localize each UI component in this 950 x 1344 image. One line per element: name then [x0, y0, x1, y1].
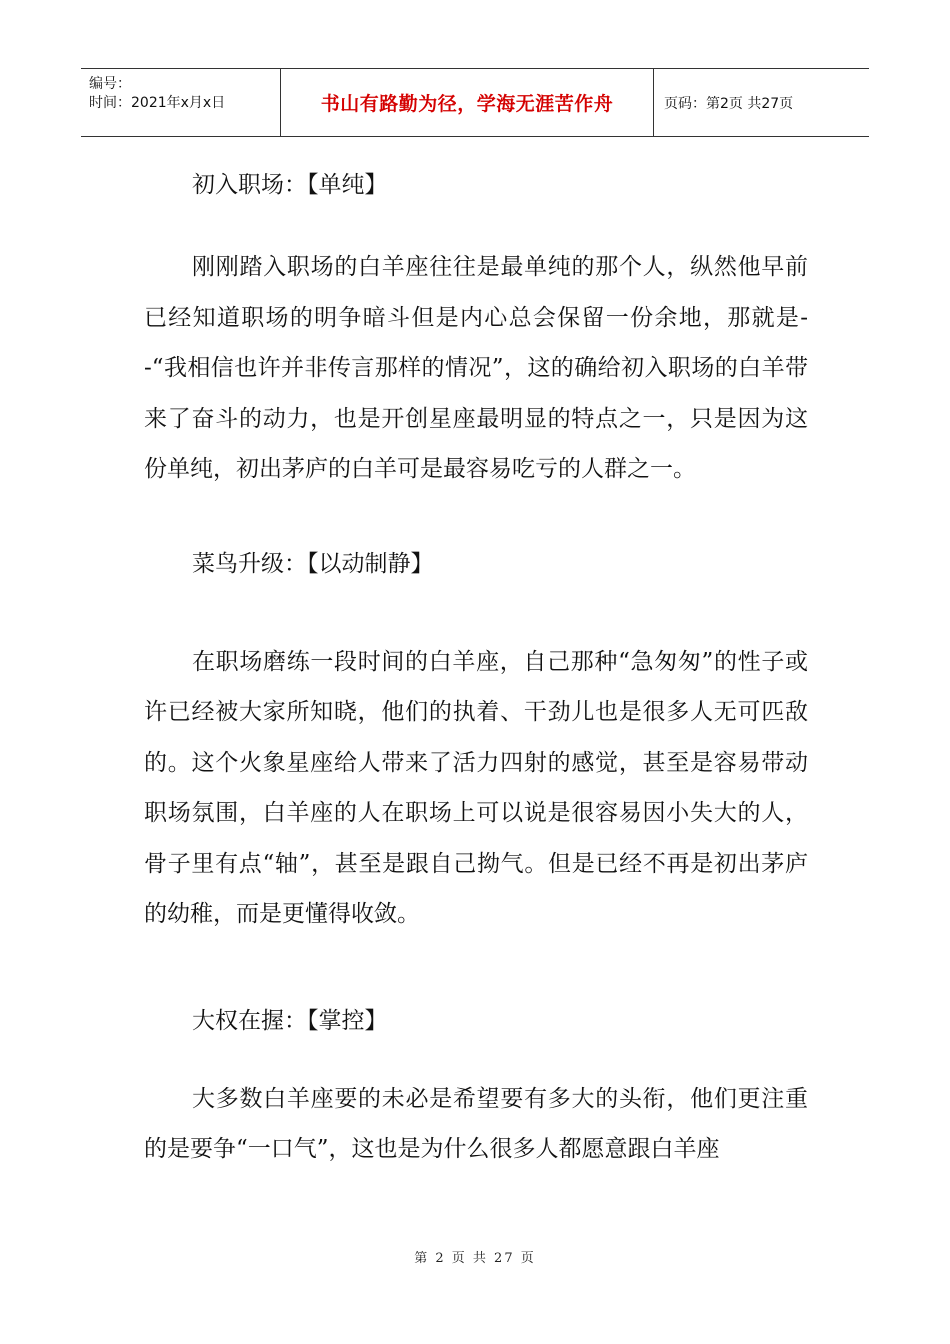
section-heading-1: 初入职场：【单纯】	[192, 172, 388, 198]
section-paragraph-1: 刚刚踏入职场的白羊座往往是最单纯的那个人，纵然他早前已经知道职场的明争暗斗但是内心总会保留一份余地，那就是--“我相信也许并非传言那样的情况”，这的确给初入职场的白羊带来了奋斗的动力，也是开创星座最明显的特点之一，只是因为这份单纯，初出茅庐的白羊可是最容易吃亏的人群之一。	[144, 254, 808, 482]
page-header	[81, 68, 869, 137]
header-motto-cell	[281, 69, 654, 136]
header-meta-cell	[81, 69, 281, 136]
time-label: 时间：2021年x月x日	[89, 95, 226, 111]
motto-text: 书山有路勤为径，学海无涯苦作舟	[320, 93, 614, 115]
page-footer: 第 2 页 共 27 页	[414, 1251, 536, 1266]
section-heading-2: 菜鸟升级：【以动制静】	[192, 550, 434, 577]
header-page-cell	[654, 69, 869, 136]
section-paragraph-3: 大多数白羊座要的未必是希望要有多大的头衔，他们更注重的是要争“一口气”，这也是为什么很多人都愿意跟白羊座	[144, 1085, 808, 1162]
page-info: 页码：第2页 共27页	[664, 95, 794, 112]
number-label: 编号：	[89, 76, 131, 92]
section-heading-3: 大权在握：【掌控】	[192, 1007, 388, 1034]
section-paragraph-2: 在职场磨练一段时间的白羊座，自己那种“急匆匆”的性子或许已经被大家所知晓，他们的执着、干劲儿也是很多人无可匹敌的。这个火象星座给人带来了活力四射的感觉，甚至是容易带动职场氛围，白羊座的人在职场上可以说是很容易因小失大的人，骨子里有点“轴”，甚至是跟自己拗气。但是已经不再是初出茅庐的幼稚，而是更懂得收敛。	[144, 648, 808, 927]
document-body	[144, 160, 808, 1175]
